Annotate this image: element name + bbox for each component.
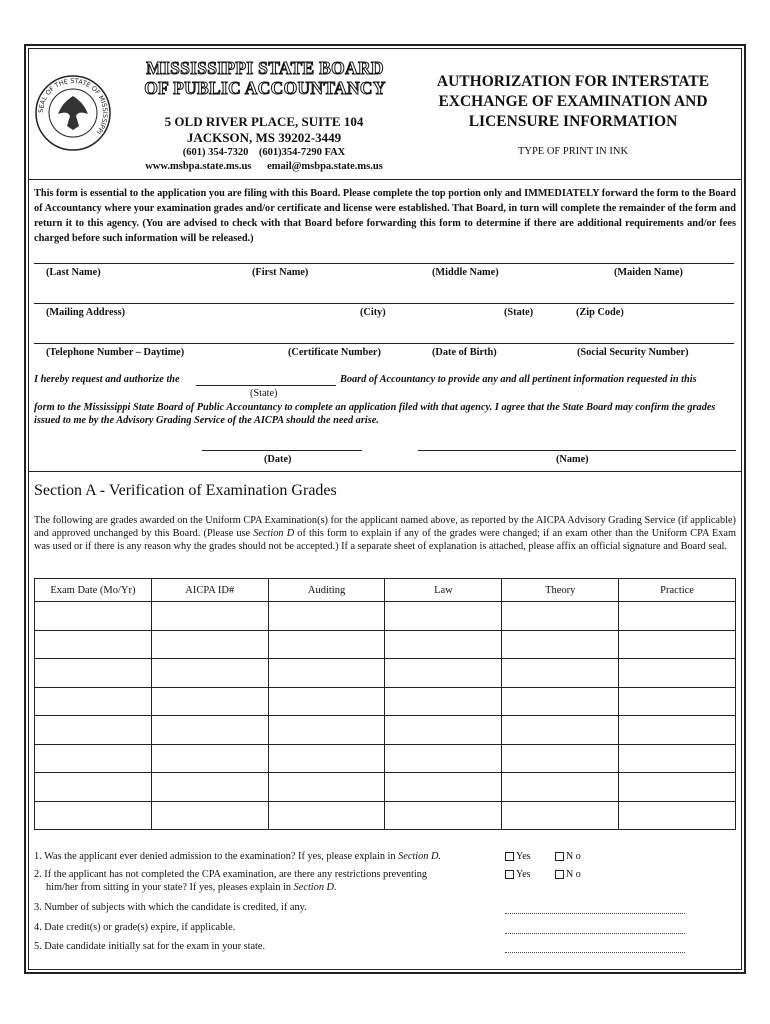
grade-cell[interactable]	[151, 602, 268, 631]
first-name-label: (First Name)	[252, 267, 309, 278]
grade-cell[interactable]	[619, 801, 736, 830]
col-practice: Practice	[619, 579, 736, 602]
certificate-label: (Certificate Number)	[288, 347, 381, 358]
col-auditing: Auditing	[268, 579, 385, 602]
grade-cell[interactable]	[385, 659, 502, 688]
grade-cell[interactable]	[35, 773, 152, 802]
state-seal-icon	[34, 74, 112, 152]
grade-cell[interactable]	[502, 716, 619, 745]
section-a-text: The following are grades awarded on the Uniform CPA Examination(s) for the applicant named above, as reported by the AICPA Advisory Grading Service (if applicable) and approved unchanged by this Board. (Please use Section D of this form to explain if any of the grades were changed; if an exam other than the Uniform CPA Exam was used or if there is any reason why the grades should not be accepted.) If a separate sheet of explanation is attached, please affix an official signature and Board seal.	[34, 515, 736, 552]
authorize-text-3: form to the Mississippi State Board of Public Accountancy to complete an application filed with that agency. I agree that the State Board may confirm the grades issued to me by the Advisory Grading Service of the AICPA should the need arise.	[34, 402, 716, 426]
name-sign-line[interactable]	[418, 450, 736, 451]
date-line[interactable]	[202, 450, 362, 451]
grades-row	[35, 744, 736, 773]
grade-cell[interactable]	[385, 744, 502, 773]
name-label: (Name)	[556, 454, 589, 465]
col-exam-date: Exam Date (Mo/Yr)	[35, 579, 152, 602]
authorize-state-line[interactable]	[196, 385, 336, 386]
dob-label: (Date of Birth)	[432, 347, 497, 358]
q1-yes-checkbox[interactable]: Yes	[505, 851, 531, 862]
maiden-name-label: (Maiden Name)	[614, 267, 683, 278]
grades-row	[35, 801, 736, 830]
form-title: AUTHORIZATION FOR INTERSTATE EXCHANGE OF EXAMINATION AND LICENSURE INFORMATION	[436, 73, 710, 130]
ssn-label: (Social Security Number)	[577, 347, 689, 358]
q5-answer-line[interactable]	[505, 952, 685, 953]
grade-cell[interactable]	[502, 687, 619, 716]
grade-cell[interactable]	[619, 744, 736, 773]
q2-yes-checkbox[interactable]: Yes	[505, 869, 531, 880]
grade-cell[interactable]	[268, 801, 385, 830]
svg-text:SEAL OF THE STATE OF MISSISSIP: SEAL OF THE STATE OF MISSISSIPPI	[36, 76, 110, 136]
grade-cell[interactable]	[151, 716, 268, 745]
authorize-text-2: Board of Accountancy to provide any and all pertinent information requested in this	[340, 374, 697, 385]
grade-cell[interactable]	[385, 630, 502, 659]
grade-cell[interactable]	[619, 602, 736, 631]
header-divider	[28, 179, 742, 180]
question-2-cont: him/her from sitting in your state? If yes, pleases explain in Section D.	[46, 882, 337, 893]
section-divider	[28, 471, 742, 472]
grade-cell[interactable]	[151, 630, 268, 659]
grade-cell[interactable]	[385, 773, 502, 802]
grade-cell[interactable]	[502, 659, 619, 688]
grade-cell[interactable]	[268, 716, 385, 745]
authorize-text-1: I hereby request and authorize the	[34, 374, 180, 385]
grade-cell[interactable]	[502, 801, 619, 830]
grades-row	[35, 630, 736, 659]
web-email: www.msbpa.state.ms.us email@msbpa.state.ms.us	[145, 161, 383, 172]
grades-header-row	[35, 579, 736, 602]
grade-cell[interactable]	[35, 744, 152, 773]
mailing-address-label: (Mailing Address)	[46, 307, 126, 318]
grade-cell[interactable]	[502, 744, 619, 773]
grades-row	[35, 773, 736, 802]
grade-cell[interactable]	[268, 687, 385, 716]
grade-cell[interactable]	[268, 773, 385, 802]
authorize-state-label: (State)	[250, 388, 278, 399]
grade-cell[interactable]	[385, 716, 502, 745]
address-line[interactable]	[34, 303, 734, 304]
grade-cell[interactable]	[619, 659, 736, 688]
grade-cell[interactable]	[385, 687, 502, 716]
grade-cell[interactable]	[502, 773, 619, 802]
name-line[interactable]	[34, 263, 734, 264]
grade-cell[interactable]	[151, 744, 268, 773]
grade-cell[interactable]	[619, 773, 736, 802]
q1-no-checkbox[interactable]: N o	[555, 851, 581, 862]
grade-cell[interactable]	[35, 602, 152, 631]
grade-cell[interactable]	[35, 659, 152, 688]
phone-fax: (601) 354-7320 (601)354-7290 FAX	[182, 147, 346, 158]
question-4: 4. Date credit(s) or grade(s) expire, if applicable.	[34, 922, 236, 933]
grade-cell[interactable]	[151, 659, 268, 688]
col-aicpa-id: AICPA ID#	[151, 579, 268, 602]
telephone-label: (Telephone Number – Daytime)	[46, 347, 185, 358]
zip-label: (Zip Code)	[576, 307, 624, 318]
question-3: 3. Number of subjects with which the candidate is credited, if any.	[34, 902, 307, 913]
grade-cell[interactable]	[151, 801, 268, 830]
address-line2: JACKSON, MS 39202-3449	[186, 130, 342, 145]
grade-cell[interactable]	[385, 801, 502, 830]
section-a-title: Section A - Verification of Examination Grades	[34, 482, 337, 499]
city-label: (City)	[360, 307, 386, 318]
q3-answer-line[interactable]	[505, 913, 685, 914]
q2-no-checkbox[interactable]: N o	[555, 869, 581, 880]
question-2: 2. If the applicant has not completed the CPA examination, are there any restrictions preventing	[34, 869, 428, 880]
grade-cell[interactable]	[502, 630, 619, 659]
grades-row	[35, 687, 736, 716]
grade-cell[interactable]	[35, 801, 152, 830]
grade-cell[interactable]	[151, 687, 268, 716]
grade-cell[interactable]	[35, 630, 152, 659]
grades-row	[35, 659, 736, 688]
grade-cell[interactable]	[385, 602, 502, 631]
grade-cell[interactable]	[619, 630, 736, 659]
col-theory: Theory	[502, 579, 619, 602]
question-1: 1. Was the applicant ever denied admission to the examination? If yes, please explain in Section D.	[34, 851, 442, 862]
question-5: 5. Date candidate initially sat for the exam in your state.	[34, 941, 266, 952]
col-law: Law	[385, 579, 502, 602]
date-label: (Date)	[264, 454, 292, 465]
grades-table	[34, 578, 736, 830]
q4-answer-line[interactable]	[505, 933, 685, 934]
address-line1: 5 OLD RIVER PLACE, SUITE 104	[164, 114, 364, 129]
middle-name-label: (Middle Name)	[432, 267, 499, 278]
intro-paragraph: This form is essential to the application you are filing with this Board. Please complete the top portion only and IMMEDIATELY forward the form to the Board of Accountancy where your examination grades and/or certificate and license were established. That Board, in turn will complete the remainder of the form and return it to this agency. (You are advised to check with that Board before forwarding this form to determine if there are additional requirements and/or fees charged before such information will be released.)	[34, 188, 736, 244]
grade-cell[interactable]	[35, 687, 152, 716]
grade-cell[interactable]	[151, 773, 268, 802]
grade-cell[interactable]	[35, 716, 152, 745]
board-title: MISSISSIPPI STATE BOARD OF PUBLIC ACCOUNTANCY	[144, 58, 386, 98]
state-label: (State)	[504, 307, 534, 318]
grades-row	[35, 716, 736, 745]
grade-cell[interactable]	[268, 630, 385, 659]
print-note: TYPE OF PRINT IN INK	[517, 146, 629, 157]
last-name-label: (Last Name)	[46, 267, 101, 278]
phone-line[interactable]	[34, 343, 734, 344]
grade-cell[interactable]	[268, 744, 385, 773]
grade-cell[interactable]	[619, 687, 736, 716]
grades-row	[35, 602, 736, 631]
grade-cell[interactable]	[619, 716, 736, 745]
grade-cell[interactable]	[502, 602, 619, 631]
grade-cell[interactable]	[268, 602, 385, 631]
grade-cell[interactable]	[268, 659, 385, 688]
